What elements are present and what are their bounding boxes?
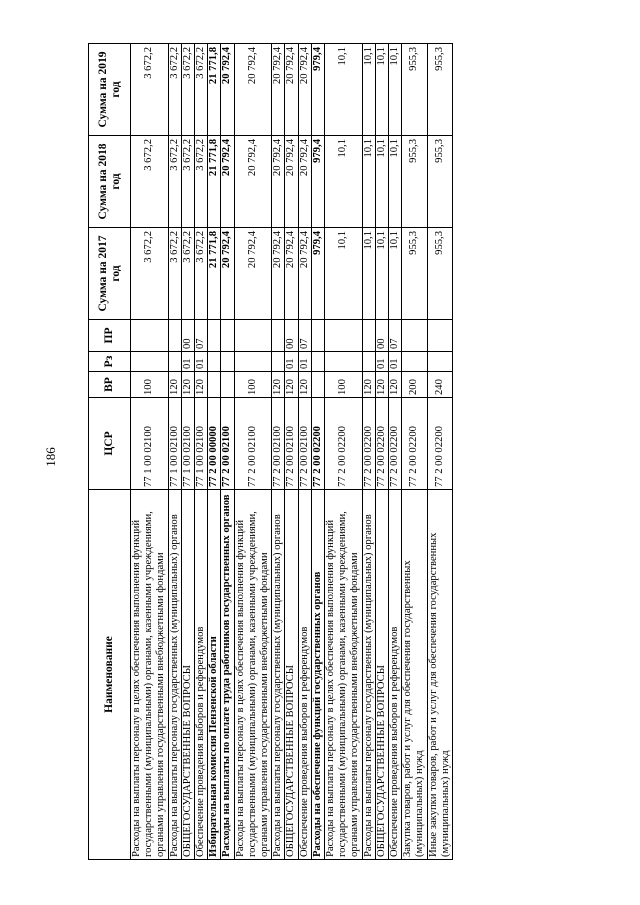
cell-csr: 77 1 00 02100 xyxy=(181,398,194,490)
cell-csr: 77 1 00 02100 xyxy=(168,398,181,490)
cell-rz xyxy=(221,352,234,372)
cell-rz xyxy=(234,352,272,372)
cell-csr: 77 2 00 02200 xyxy=(427,398,452,490)
cell-sum-2017: 3 672,2 xyxy=(168,228,181,320)
budget-table-rotated xyxy=(88,44,588,860)
cell-sum-2018: 3 672,2 xyxy=(131,136,169,228)
cell-sum-2018: 3 672,2 xyxy=(195,136,208,228)
cell-pr xyxy=(402,320,427,352)
cell-sum-2019: 955,3 xyxy=(402,44,427,136)
cell-sum-2017: 20 792,4 xyxy=(285,228,298,320)
cell-sum-2019: 20 792,4 xyxy=(285,44,298,136)
cell-rz xyxy=(325,352,363,372)
cell-sum-2017: 955,3 xyxy=(427,228,452,320)
cell-sum-2017: 955,3 xyxy=(402,228,427,320)
header-sum-2017: Сумма на 2017 год xyxy=(89,228,131,320)
cell-csr: 77 1 00 02100 xyxy=(131,398,169,490)
cell-vr: 120 xyxy=(285,372,298,398)
table-body xyxy=(131,44,453,860)
cell-vr: 120 xyxy=(375,372,388,398)
header-sum-2018: Сумма на 2018 год xyxy=(89,136,131,228)
cell-sum-2017: 20 792,4 xyxy=(272,228,285,320)
table-row xyxy=(325,44,363,860)
table-row xyxy=(234,44,272,860)
cell-vr: 120 xyxy=(195,372,208,398)
cell-csr: 77 2 00 02100 xyxy=(221,398,234,490)
cell-sum-2019: 10,1 xyxy=(375,44,388,136)
cell-csr: 77 2 00 02200 xyxy=(362,398,375,490)
table-row xyxy=(402,44,427,860)
cell-csr: 77 1 00 02100 xyxy=(195,398,208,490)
header-sum-2019: Сумма на 2019 год xyxy=(89,44,131,136)
cell-csr: 77 2 00 02100 xyxy=(285,398,298,490)
table-row xyxy=(298,44,311,860)
table-row xyxy=(221,44,234,860)
cell-vr: 120 xyxy=(362,372,375,398)
table-row xyxy=(195,44,208,860)
cell-sum-2017: 10,1 xyxy=(325,228,363,320)
cell-sum-2018: 20 792,4 xyxy=(272,136,285,228)
cell-vr: 240 xyxy=(427,372,452,398)
cell-name: Расходы на обеспечение функций государственных органов xyxy=(311,490,324,860)
cell-csr: 77 2 00 02100 xyxy=(272,398,285,490)
cell-sum-2018: 955,3 xyxy=(427,136,452,228)
cell-sum-2019: 10,1 xyxy=(362,44,375,136)
table-header-row xyxy=(89,44,131,860)
budget-table xyxy=(88,43,453,860)
cell-vr: 200 xyxy=(402,372,427,398)
cell-rz xyxy=(168,352,181,372)
cell-vr xyxy=(221,372,234,398)
cell-pr: 07 xyxy=(298,320,311,352)
cell-pr xyxy=(208,320,221,352)
cell-rz xyxy=(362,352,375,372)
cell-sum-2018: 21 771,8 xyxy=(208,136,221,228)
cell-name: Расходы на выплаты персоналу в целях обеспечения выполнения функций государственными (муниципальными) органами, казенными учреждениями, органами управления государственными внебюджетными фондами xyxy=(131,490,169,860)
cell-pr: 07 xyxy=(195,320,208,352)
cell-rz xyxy=(402,352,427,372)
page-number: 186 xyxy=(43,447,58,467)
cell-name: Расходы на выплаты персоналу в целях обеспечения выполнения функций государственными (муниципальными) органами, казенными учреждениями, органами управления государственными внебюджетными фондами xyxy=(325,490,363,860)
cell-sum-2017: 3 672,2 xyxy=(181,228,194,320)
cell-csr: 77 2 00 02100 xyxy=(234,398,272,490)
table-row xyxy=(272,44,285,860)
header-name: Наименование xyxy=(89,490,131,860)
cell-vr: 120 xyxy=(272,372,285,398)
cell-name: Обеспечение проведения выборов и референдумов xyxy=(298,490,311,860)
cell-vr: 120 xyxy=(181,372,194,398)
cell-vr: 100 xyxy=(131,372,169,398)
cell-rz: 01 xyxy=(181,352,194,372)
cell-sum-2017: 20 792,4 xyxy=(234,228,272,320)
cell-name: Избирательная комиссия Пензенской области xyxy=(208,490,221,860)
cell-pr: 00 xyxy=(181,320,194,352)
cell-rz xyxy=(427,352,452,372)
cell-sum-2018: 3 672,2 xyxy=(168,136,181,228)
cell-sum-2019: 10,1 xyxy=(389,44,402,136)
cell-sum-2018: 3 672,2 xyxy=(181,136,194,228)
cell-sum-2017: 3 672,2 xyxy=(131,228,169,320)
cell-sum-2018: 20 792,4 xyxy=(234,136,272,228)
header-csr: ЦСР xyxy=(89,398,131,490)
table-row xyxy=(285,44,298,860)
cell-rz xyxy=(272,352,285,372)
cell-vr: 100 xyxy=(234,372,272,398)
cell-vr: 120 xyxy=(389,372,402,398)
cell-sum-2018: 955,3 xyxy=(402,136,427,228)
cell-csr: 77 2 00 02100 xyxy=(298,398,311,490)
cell-sum-2017: 3 672,2 xyxy=(195,228,208,320)
cell-name: ОБЩЕГОСУДАРСТВЕННЫЕ ВОПРОСЫ xyxy=(181,490,194,860)
cell-sum-2019: 10,1 xyxy=(325,44,363,136)
cell-sum-2019: 979,4 xyxy=(311,44,324,136)
cell-name: Закупка товаров, работ и услуг для обеспечения государственных (муниципальных) нужд xyxy=(402,490,427,860)
cell-sum-2018: 20 792,4 xyxy=(221,136,234,228)
cell-name: Расходы на выплаты по оплате труда работников государственных органов xyxy=(221,490,234,860)
cell-sum-2019: 20 792,4 xyxy=(234,44,272,136)
cell-name: Обеспечение проведения выборов и референдумов xyxy=(389,490,402,860)
cell-sum-2017: 20 792,4 xyxy=(298,228,311,320)
cell-vr: 120 xyxy=(298,372,311,398)
cell-pr xyxy=(311,320,324,352)
cell-csr: 77 2 00 02200 xyxy=(311,398,324,490)
cell-sum-2019: 3 672,2 xyxy=(168,44,181,136)
cell-rz: 01 xyxy=(285,352,298,372)
cell-sum-2019: 3 672,2 xyxy=(195,44,208,136)
cell-vr: 120 xyxy=(168,372,181,398)
cell-pr xyxy=(221,320,234,352)
cell-name: Расходы на выплаты персоналу государственных (муниципальных) органов xyxy=(168,490,181,860)
cell-vr xyxy=(311,372,324,398)
cell-rz xyxy=(131,352,169,372)
table-row xyxy=(181,44,194,860)
cell-sum-2017: 10,1 xyxy=(362,228,375,320)
cell-rz: 01 xyxy=(389,352,402,372)
cell-pr xyxy=(272,320,285,352)
table-row xyxy=(375,44,388,860)
cell-rz: 01 xyxy=(375,352,388,372)
cell-sum-2018: 10,1 xyxy=(389,136,402,228)
cell-csr: 77 2 00 02200 xyxy=(389,398,402,490)
cell-name: Иные закупки товаров, работ и услуг для обеспечения государственных (муниципальных) нужд xyxy=(427,490,452,860)
cell-csr: 77 2 00 00000 xyxy=(208,398,221,490)
cell-sum-2017: 10,1 xyxy=(389,228,402,320)
cell-csr: 77 2 00 02200 xyxy=(375,398,388,490)
cell-sum-2017: 20 792,4 xyxy=(221,228,234,320)
table-row xyxy=(208,44,221,860)
cell-sum-2018: 10,1 xyxy=(362,136,375,228)
cell-sum-2018: 10,1 xyxy=(375,136,388,228)
cell-name: Расходы на выплаты персоналу государственных (муниципальных) органов xyxy=(272,490,285,860)
cell-vr: 100 xyxy=(325,372,363,398)
cell-sum-2017: 21 771,8 xyxy=(208,228,221,320)
table-row xyxy=(168,44,181,860)
cell-sum-2019: 20 792,4 xyxy=(272,44,285,136)
cell-sum-2018: 20 792,4 xyxy=(298,136,311,228)
cell-sum-2018: 10,1 xyxy=(325,136,363,228)
cell-pr: 00 xyxy=(375,320,388,352)
cell-sum-2018: 20 792,4 xyxy=(285,136,298,228)
table-row xyxy=(389,44,402,860)
table-row xyxy=(311,44,324,860)
table-row xyxy=(131,44,169,860)
cell-rz: 01 xyxy=(195,352,208,372)
cell-name: Расходы на выплаты персоналу в целях обеспечения выполнения функций государственными (муниципальными) органами, казенными учреждениями, органами управления государственными внебюджетными фондами xyxy=(234,490,272,860)
cell-pr: 07 xyxy=(389,320,402,352)
cell-pr xyxy=(362,320,375,352)
header-rz: Рз xyxy=(89,352,131,372)
cell-rz xyxy=(311,352,324,372)
cell-name: Обеспечение проведения выборов и референдумов xyxy=(195,490,208,860)
cell-pr xyxy=(427,320,452,352)
header-vr: ВР xyxy=(89,372,131,398)
cell-pr xyxy=(325,320,363,352)
cell-csr: 77 2 00 02200 xyxy=(402,398,427,490)
cell-vr xyxy=(208,372,221,398)
cell-sum-2019: 3 672,2 xyxy=(181,44,194,136)
cell-sum-2017: 979,4 xyxy=(311,228,324,320)
cell-name: ОБЩЕГОСУДАРСТВЕННЫЕ ВОПРОСЫ xyxy=(375,490,388,860)
cell-csr: 77 2 00 02200 xyxy=(325,398,363,490)
cell-pr: 00 xyxy=(285,320,298,352)
table-row xyxy=(362,44,375,860)
header-pr: ПР xyxy=(89,320,131,352)
cell-pr xyxy=(131,320,169,352)
cell-pr xyxy=(234,320,272,352)
cell-name: ОБЩЕГОСУДАРСТВЕННЫЕ ВОПРОСЫ xyxy=(285,490,298,860)
cell-sum-2019: 20 792,4 xyxy=(298,44,311,136)
cell-rz: 01 xyxy=(298,352,311,372)
cell-sum-2018: 979,4 xyxy=(311,136,324,228)
cell-name: Расходы на выплаты персоналу государственных (муниципальных) органов xyxy=(362,490,375,860)
cell-sum-2019: 955,3 xyxy=(427,44,452,136)
cell-rz xyxy=(208,352,221,372)
cell-sum-2019: 3 672,2 xyxy=(131,44,169,136)
table-row xyxy=(427,44,452,860)
cell-sum-2017: 10,1 xyxy=(375,228,388,320)
cell-sum-2019: 21 771,8 xyxy=(208,44,221,136)
cell-pr xyxy=(168,320,181,352)
cell-sum-2019: 20 792,4 xyxy=(221,44,234,136)
